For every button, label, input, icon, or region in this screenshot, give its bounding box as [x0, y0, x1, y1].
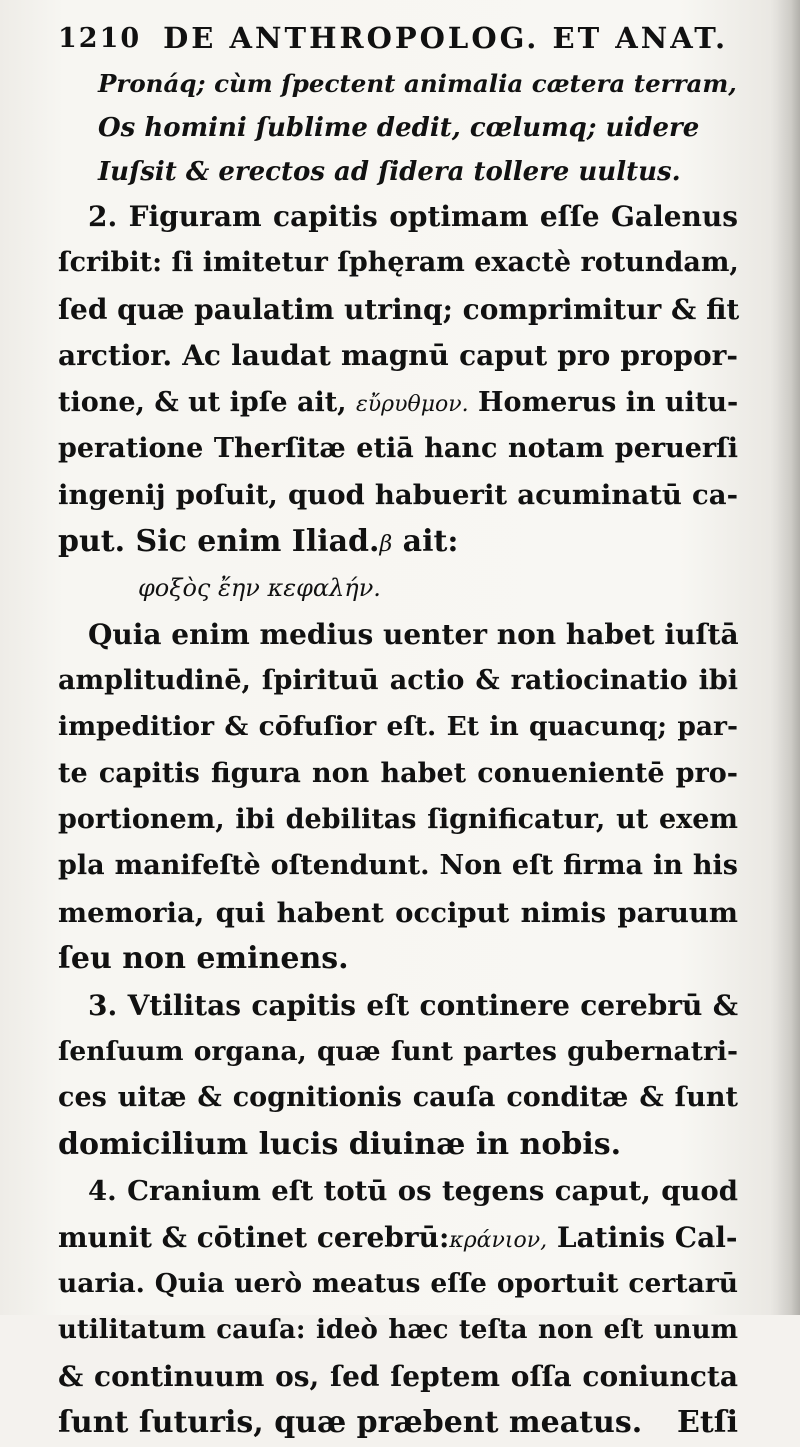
- text-line: ſed quæ paulatim utrinq; comprimitur & fit: [58, 292, 740, 326]
- main-text: [58, 62, 738, 1447]
- text-line: uaria. Quia uerò meatus eſſe oportuit certarū: [58, 1267, 738, 1299]
- text-line: Quia enim medius uenter non habet iuſtā: [88, 617, 739, 651]
- verse-line: Iuſsit & erectos ad ſidera tollere uultus.: [98, 157, 681, 187]
- text-line: peratione Therſitæ etiā hanc notam peruerſi: [58, 432, 738, 464]
- text-fragment: Homerus in uitu-: [478, 386, 739, 418]
- text-line: ces uitæ & cognitionis cauſa conditæ & ſunt: [58, 1082, 738, 1114]
- text-line: ſeu non eminens.: [58, 941, 349, 977]
- text-line: & continuum os, ſed ſeptem oſſa coniuncta: [58, 1359, 738, 1393]
- text-line: 3. Vtilitas capitis eſt continere cerebrū &: [88, 988, 738, 1022]
- text-line: amplitudinē, ſpirituū actio & ratiocinatio ibi: [58, 664, 738, 696]
- text-line: [58, 380, 738, 426]
- text-line: 2. Figuram capitis optimam eſſe Galenus: [88, 200, 738, 233]
- text-line: [58, 1400, 738, 1446]
- page-edge-shadow: [770, 0, 800, 1315]
- verse-block: [98, 62, 738, 194]
- text-fragment: ait:: [402, 523, 459, 559]
- text-line: [58, 1215, 738, 1261]
- iliad-book-letter: β: [379, 531, 393, 557]
- text-line: ingenij poſuit, quod habuerit acuminatū ca-: [58, 479, 738, 512]
- paragraph-3: [58, 983, 738, 1169]
- text-fragment: ſunt ſuturis, quæ præbent meatus.: [58, 1405, 643, 1441]
- verse-line: Pronáq; cùm ſpectent animalia cætera terram,: [98, 69, 737, 98]
- text-line: arctior. Ac laudat magnū caput pro propor-: [58, 339, 738, 373]
- text-line: [58, 519, 738, 565]
- text-fragment: munit & cōtinet cerebrū:: [58, 1220, 450, 1254]
- verse-line: Os homini ſublime dedit, cœlumq; uidere: [98, 113, 700, 143]
- greek-word: κράνιον,: [449, 1227, 548, 1253]
- paragraph-2: [58, 194, 738, 983]
- text-line: portionem, ibi debilitas ſignificatur, ut exem: [58, 804, 738, 836]
- text-line: impeditior & cōfuſior eſt. Et in quacunq; par-: [58, 711, 738, 743]
- text-line: pla manifeſtè oſtendunt. Non eſt firma in his: [58, 850, 738, 882]
- text-line: 4. Cranium eſt totū os tegens caput, quod: [88, 1175, 738, 1208]
- text-line: ſcribit: ſi imitetur ſphęram exactè rotundam,: [58, 247, 739, 279]
- greek-quotation: φοξὸς ἔην κεφαλήν.: [138, 574, 381, 603]
- catchword: Etſi: [676, 1405, 738, 1441]
- paragraph-4: [58, 1168, 738, 1446]
- text-line: domicilium lucis diuinæ in nobis.: [58, 1126, 622, 1162]
- text-fragment: tione, & ut ipſe ait,: [58, 386, 347, 418]
- text-line: utilitatum cauſa: ideò hæc teſta non eſt unum: [58, 1315, 738, 1346]
- text-fragment: put. Sic enim Iliad.: [58, 523, 380, 559]
- running-title: DE ANTHROPOLOG. ET ANAT.: [163, 21, 729, 55]
- running-header: [58, 18, 748, 58]
- text-line: ſenſuum organa, quæ ſunt partes gubernatri-: [58, 1036, 738, 1068]
- greek-word: εὔρυθμον.: [355, 391, 469, 417]
- folio-number: 1210: [58, 22, 142, 54]
- text-line: memoria, qui habent occiput nimis paruum: [58, 896, 738, 929]
- text-fragment: Latinis Cal-: [556, 1220, 738, 1254]
- text-line: te capitis figura non habet conuenientē pro-: [58, 757, 738, 789]
